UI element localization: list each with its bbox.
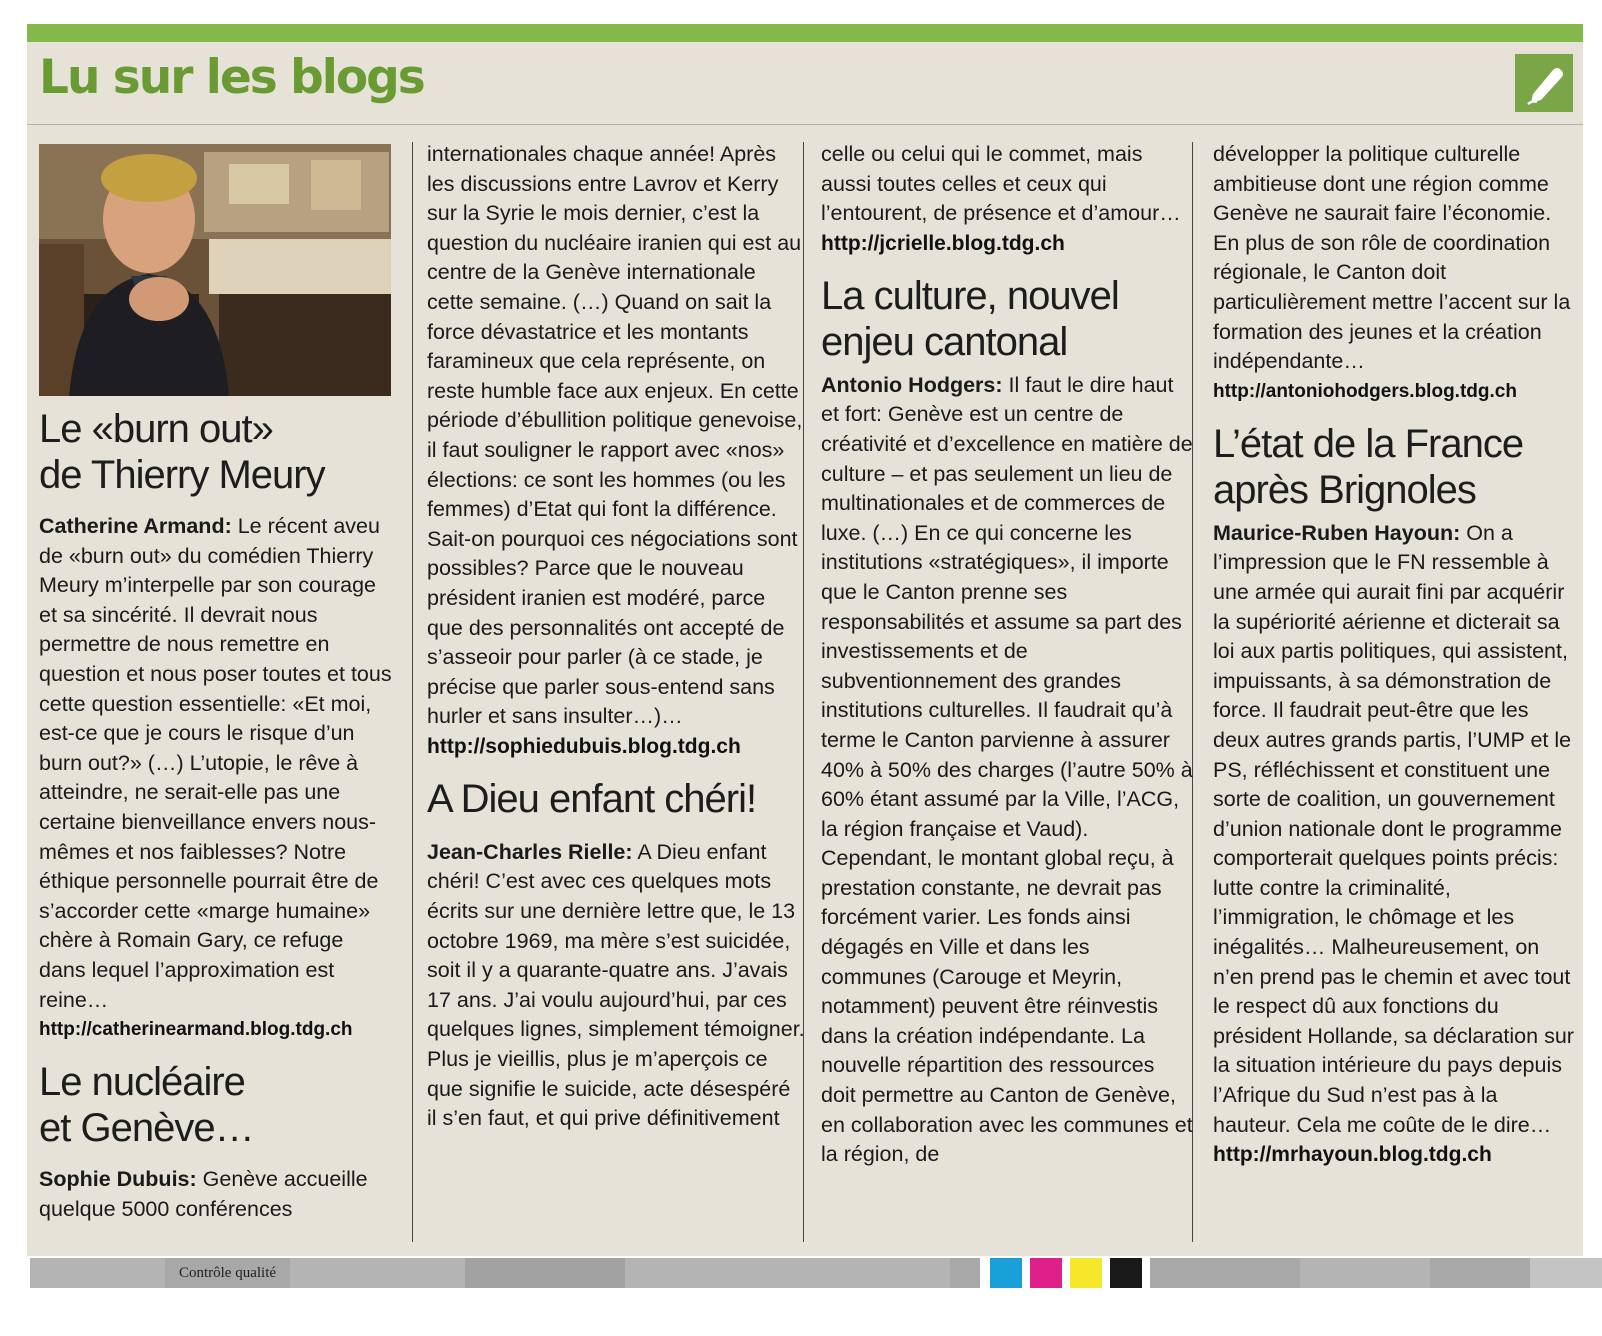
gray-block bbox=[30, 1258, 165, 1288]
black-swatch bbox=[1110, 1258, 1142, 1288]
article-author: Antonio Hodgers: bbox=[821, 372, 1003, 397]
pencil-icon bbox=[1515, 54, 1573, 112]
yellow-swatch bbox=[1070, 1258, 1102, 1288]
article-heading: Le «burn out» de Thierry Meury bbox=[39, 407, 325, 497]
article-body: développer la politique culturelle ambitieuse dont une région comme Genève ne saurait faire l’économie. En plus de son rôle de coordination régionale, le Canton doit particulièrement mettre l’accent sur la formation des jeunes et la création indépendante… bbox=[1213, 142, 1571, 374]
blog-link[interactable]: http://mrhayoun.blog.tdg.ch bbox=[1213, 1143, 1492, 1167]
gray-block bbox=[290, 1258, 465, 1288]
accent-bar bbox=[27, 24, 1583, 42]
blog-link[interactable]: http://catherinearmand.blog.tdg.ch bbox=[39, 1019, 353, 1041]
gray-block bbox=[1530, 1258, 1602, 1288]
article-heading: A Dieu enfant chéri! bbox=[427, 776, 757, 821]
quality-label: Contrôle qualité bbox=[165, 1258, 290, 1288]
header-divider bbox=[27, 124, 1583, 125]
article-body: internationales chaque année! Après les discussions entre Lavrov et Kerry sur la Syrie le mois dernier, c’est la question du nucléaire iranien qui est au centre de la Genève internationale cette semaine. (…) Quand on sait la force dévastatrice et les montants faramineux que cela représente, on reste humble face aux enjeux. En cette période d’ébullition politique genevoise, il faut souligner le rapport avec «nos» élections: ce sont les hommes (ou les femmes) d’Etat qui font la différence. Sait-on pourquoi ces négociations sont possibles? Parce que le nouveau président iranien est modéré, parce que des personnalités ont accepté de s’asseoir pour parler (à ce stade, je précise que parler sous-entend sans hurler et sans insulter…)… bbox=[427, 142, 803, 729]
article-heading: Le nucléaire et Genève… bbox=[39, 1060, 254, 1151]
gray-block bbox=[1430, 1258, 1530, 1288]
gray-block bbox=[950, 1258, 980, 1288]
article-author: Maurice-Ruben Hayoun: bbox=[1213, 520, 1461, 545]
magenta-swatch bbox=[1030, 1258, 1062, 1288]
article-body: Maurice-Ruben Hayoun: On a l’impression que le FN ressemble à une armée qui aurait fini par acquérir la supériorité aérienne et dicterait sa loi aux partis politiques, qui assistent, impuissants, à sa démonstration de force. Il faudrait peut-être que les deux autres grands partis, l’UMP et le PS, réfléchissent et constituent une sorte de coalition, un gouvernement d’union nationale dont le programme comporterait quelques points précis: lutte contre la criminalité, l’immigration, le chômage et les inégalités… Malheureusement, on n’en prend pas le chemin et avec tout le respect dû aux fonctions du président Hollande, sa déclaration sur la situation intérieure du pays depuis l’Afrique du Sud n’est pas à la hauteur. Cela me coûte de le dire… bbox=[1213, 520, 1574, 1137]
blog-link[interactable]: http://antoniohodgers.blog.tdg.ch bbox=[1213, 380, 1517, 402]
article-author: Catherine Armand: bbox=[39, 514, 232, 538]
article-body: Antonio Hodgers: Il faut le dire haut et fort: Genève est un centre de créativité et d’excellence en matière de culture – et pas seulement un lieu de multinationales et de commerces de luxe. (…) En ce qui concerne les institutions «stratégiques», il importe que le Canton prenne ses responsabilités et assume sa part des investissements et de subventionnement des grandes institutions culturelles. Il faudrait qu’à terme le Canton parvienne à assurer 40% à 50% des charges (l’autre 50% à 60% étant assumé par la Ville, l’ACG, la région française et Vaud). Cependant, le montant global reçu, à prestation constante, ne devrait pas forcément varier. Les fonds ainsi dégagés en Ville et dans les communes (Carouge et Meyrin, notamment) peuvent être réinvestis dans la création indépendante. La nouvelle répartition des ressources doit permettre au Canton de Genève, en collaboration avec les communes et la région, de bbox=[821, 372, 1193, 1167]
quality-control-strip bbox=[30, 1258, 1602, 1288]
blog-link[interactable]: http://sophiedubuis.blog.tdg.ch bbox=[427, 734, 741, 758]
column-3 bbox=[821, 140, 1195, 1246]
article-body: celle ou celui qui le commet, mais aussi toutes celles et ceux qui l’entourent, de présence et d’amour… bbox=[821, 142, 1181, 226]
article-author: Sophie Dubuis: bbox=[39, 1167, 197, 1192]
article-body: Catherine Armand: Le récent aveu de «burn out» du comédien Thierry Meury m’interpelle par son courage et sa sincérité. Il devrait nous permettre de nous remettre en question et nous poser toutes et tous cette question essentielle: «Et moi, est-ce que je cours le risque d’un burn out?» (…) L’utopie, le rêve à atteindre, ne serait-elle pas une certaine bienveillance envers nous-mêmes et nos faiblesses? Notre éthique personnelle pourrait être de s’accorder cette «marge humaine» chère à Romain Gary, ce refuge dans lequel l’approximation est reine… bbox=[39, 514, 392, 1012]
blog-panel bbox=[27, 24, 1583, 1256]
cyan-swatch bbox=[990, 1258, 1022, 1288]
article-heading: L’état de la France après Brignoles bbox=[1213, 421, 1524, 512]
gray-block bbox=[1150, 1258, 1300, 1288]
gray-block bbox=[465, 1258, 625, 1288]
blog-link[interactable]: http://jcrielle.blog.tdg.ch bbox=[821, 231, 1065, 255]
article-heading: La culture, nouvel enjeu cantonal bbox=[821, 273, 1119, 364]
column-1 bbox=[39, 140, 395, 1246]
gray-block bbox=[1300, 1258, 1430, 1288]
author-photo bbox=[39, 144, 391, 396]
article-body: Sophie Dubuis: Genève accueille quelque 5000 conférences bbox=[39, 1167, 368, 1221]
column-4 bbox=[1213, 140, 1575, 1246]
article-body: Jean-Charles Rielle: A Dieu enfant chéri! C’est avec ces quelques mots écrits sur une dernière lettre que, le 13 octobre 1969, ma mère s’est suicidée, soit il y a quarante-quatre ans. J’avais 17 ans. J’ai voulu aujourd’hui, par ces quelques lignes, simplement témoigner. Plus je vieillis, plus je m’aperçois ce que signifie le suicide, acte désespéré il s’en faut, et qui prive définitivement bbox=[427, 839, 805, 1131]
gray-block bbox=[625, 1258, 950, 1288]
article-author: Jean-Charles Rielle: bbox=[427, 839, 633, 864]
column-2 bbox=[427, 140, 805, 1246]
column-divider bbox=[412, 142, 413, 1242]
section-title: Lu sur les blogs bbox=[39, 50, 424, 105]
